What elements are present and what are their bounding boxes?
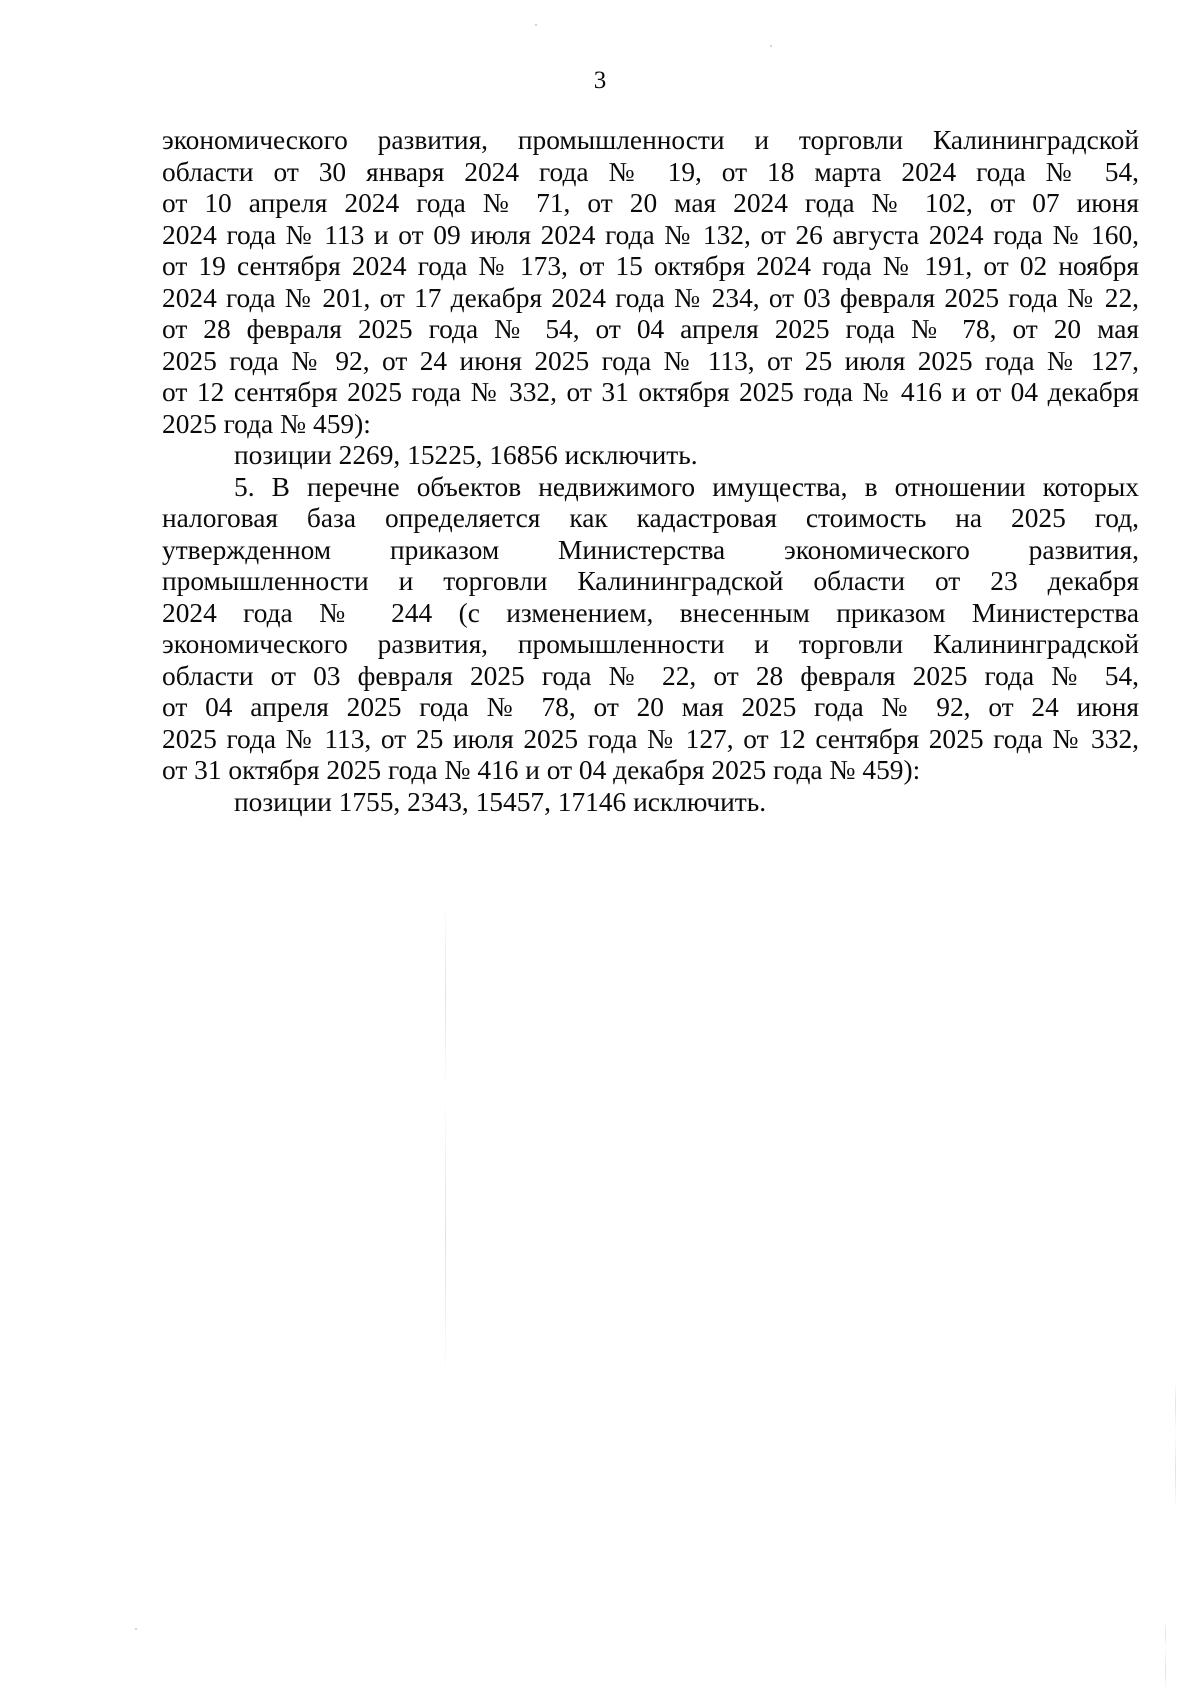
text-line: от 04 апреля 2025 года № 78, от 20 мая 2025 года № 92, от 24 июня [162, 692, 1139, 722]
document-body [162, 125, 1139, 818]
scan-streak [1175, 1380, 1176, 1510]
text-line: от 12 сентября 2025 года № 332, от 31 октября 2025 года № 416 и от 04 декабря [162, 377, 1139, 407]
scan-speck [135, 1628, 137, 1630]
text-line: утвержденном приказом Министерства экономического развития, [162, 534, 1139, 565]
text-line: экономического развития, промышленности и торговли Калининградской [162, 125, 1139, 155]
scan-streak [445, 900, 446, 1380]
text-line: налоговая база определяется как кадастровая стоимость на 2025 год, [162, 503, 1139, 533]
text-line: 2025 года № 92, от 24 июня 2025 года № 113, от 25 июля 2025 года № 127, [162, 345, 1139, 376]
text-line: промышленности и торговли Калининградской области от 23 декабря [162, 566, 1139, 596]
text-line: от 10 апреля 2024 года № 71, от 20 мая 2024 года № 102, от 07 июня [162, 188, 1139, 218]
text-line: 2025 года № 459): [162, 408, 371, 439]
text-line: экономического развития, промышленности и торговли Калининградской [162, 629, 1139, 659]
text-line: области от 30 января 2024 года № 19, от 18 марта 2024 года № 54, [162, 156, 1139, 187]
text-line: области от 03 февраля 2025 года № 22, от 28 февраля 2025 года № 54, [162, 660, 1139, 691]
scan-speck [535, 24, 537, 26]
page-number: 3 [593, 67, 607, 94]
scan-streak [1165, 1620, 1166, 1690]
clause-heading-line: 5. В перечне объектов недвижимого имущества, в отношении которых [234, 471, 1139, 502]
text-line: от 28 февраля 2025 года № 54, от 04 апреля 2025 года № 78, от 20 мая [162, 314, 1139, 344]
text-line: от 19 сентября 2024 года № 173, от 15 октября 2024 года № 191, от 02 ноября [162, 251, 1139, 281]
clause-exclusion-line: позиции 2269, 15225, 16856 исключить. [234, 440, 698, 470]
text-line: 2024 года № 244 (с изменением, внесенным приказом Министерства [162, 597, 1139, 628]
text-line: 2024 года № 113 и от 09 июля 2024 года № 132, от 26 августа 2024 года № 160, [162, 219, 1139, 250]
text-line: от 31 октября 2025 года № 416 и от 04 декабря 2025 года № 459): [162, 755, 921, 785]
scan-speck [770, 45, 772, 47]
text-line: 2025 года № 113, от 25 июля 2025 года № 127, от 12 сентября 2025 года № 332, [162, 723, 1139, 754]
text-line: 2024 года № 201, от 17 декабря 2024 года № 234, от 03 февраля 2025 года № 22, [162, 282, 1139, 313]
clause-exclusion-line: позиции 1755, 2343, 15457, 17146 исключить. [234, 786, 767, 817]
